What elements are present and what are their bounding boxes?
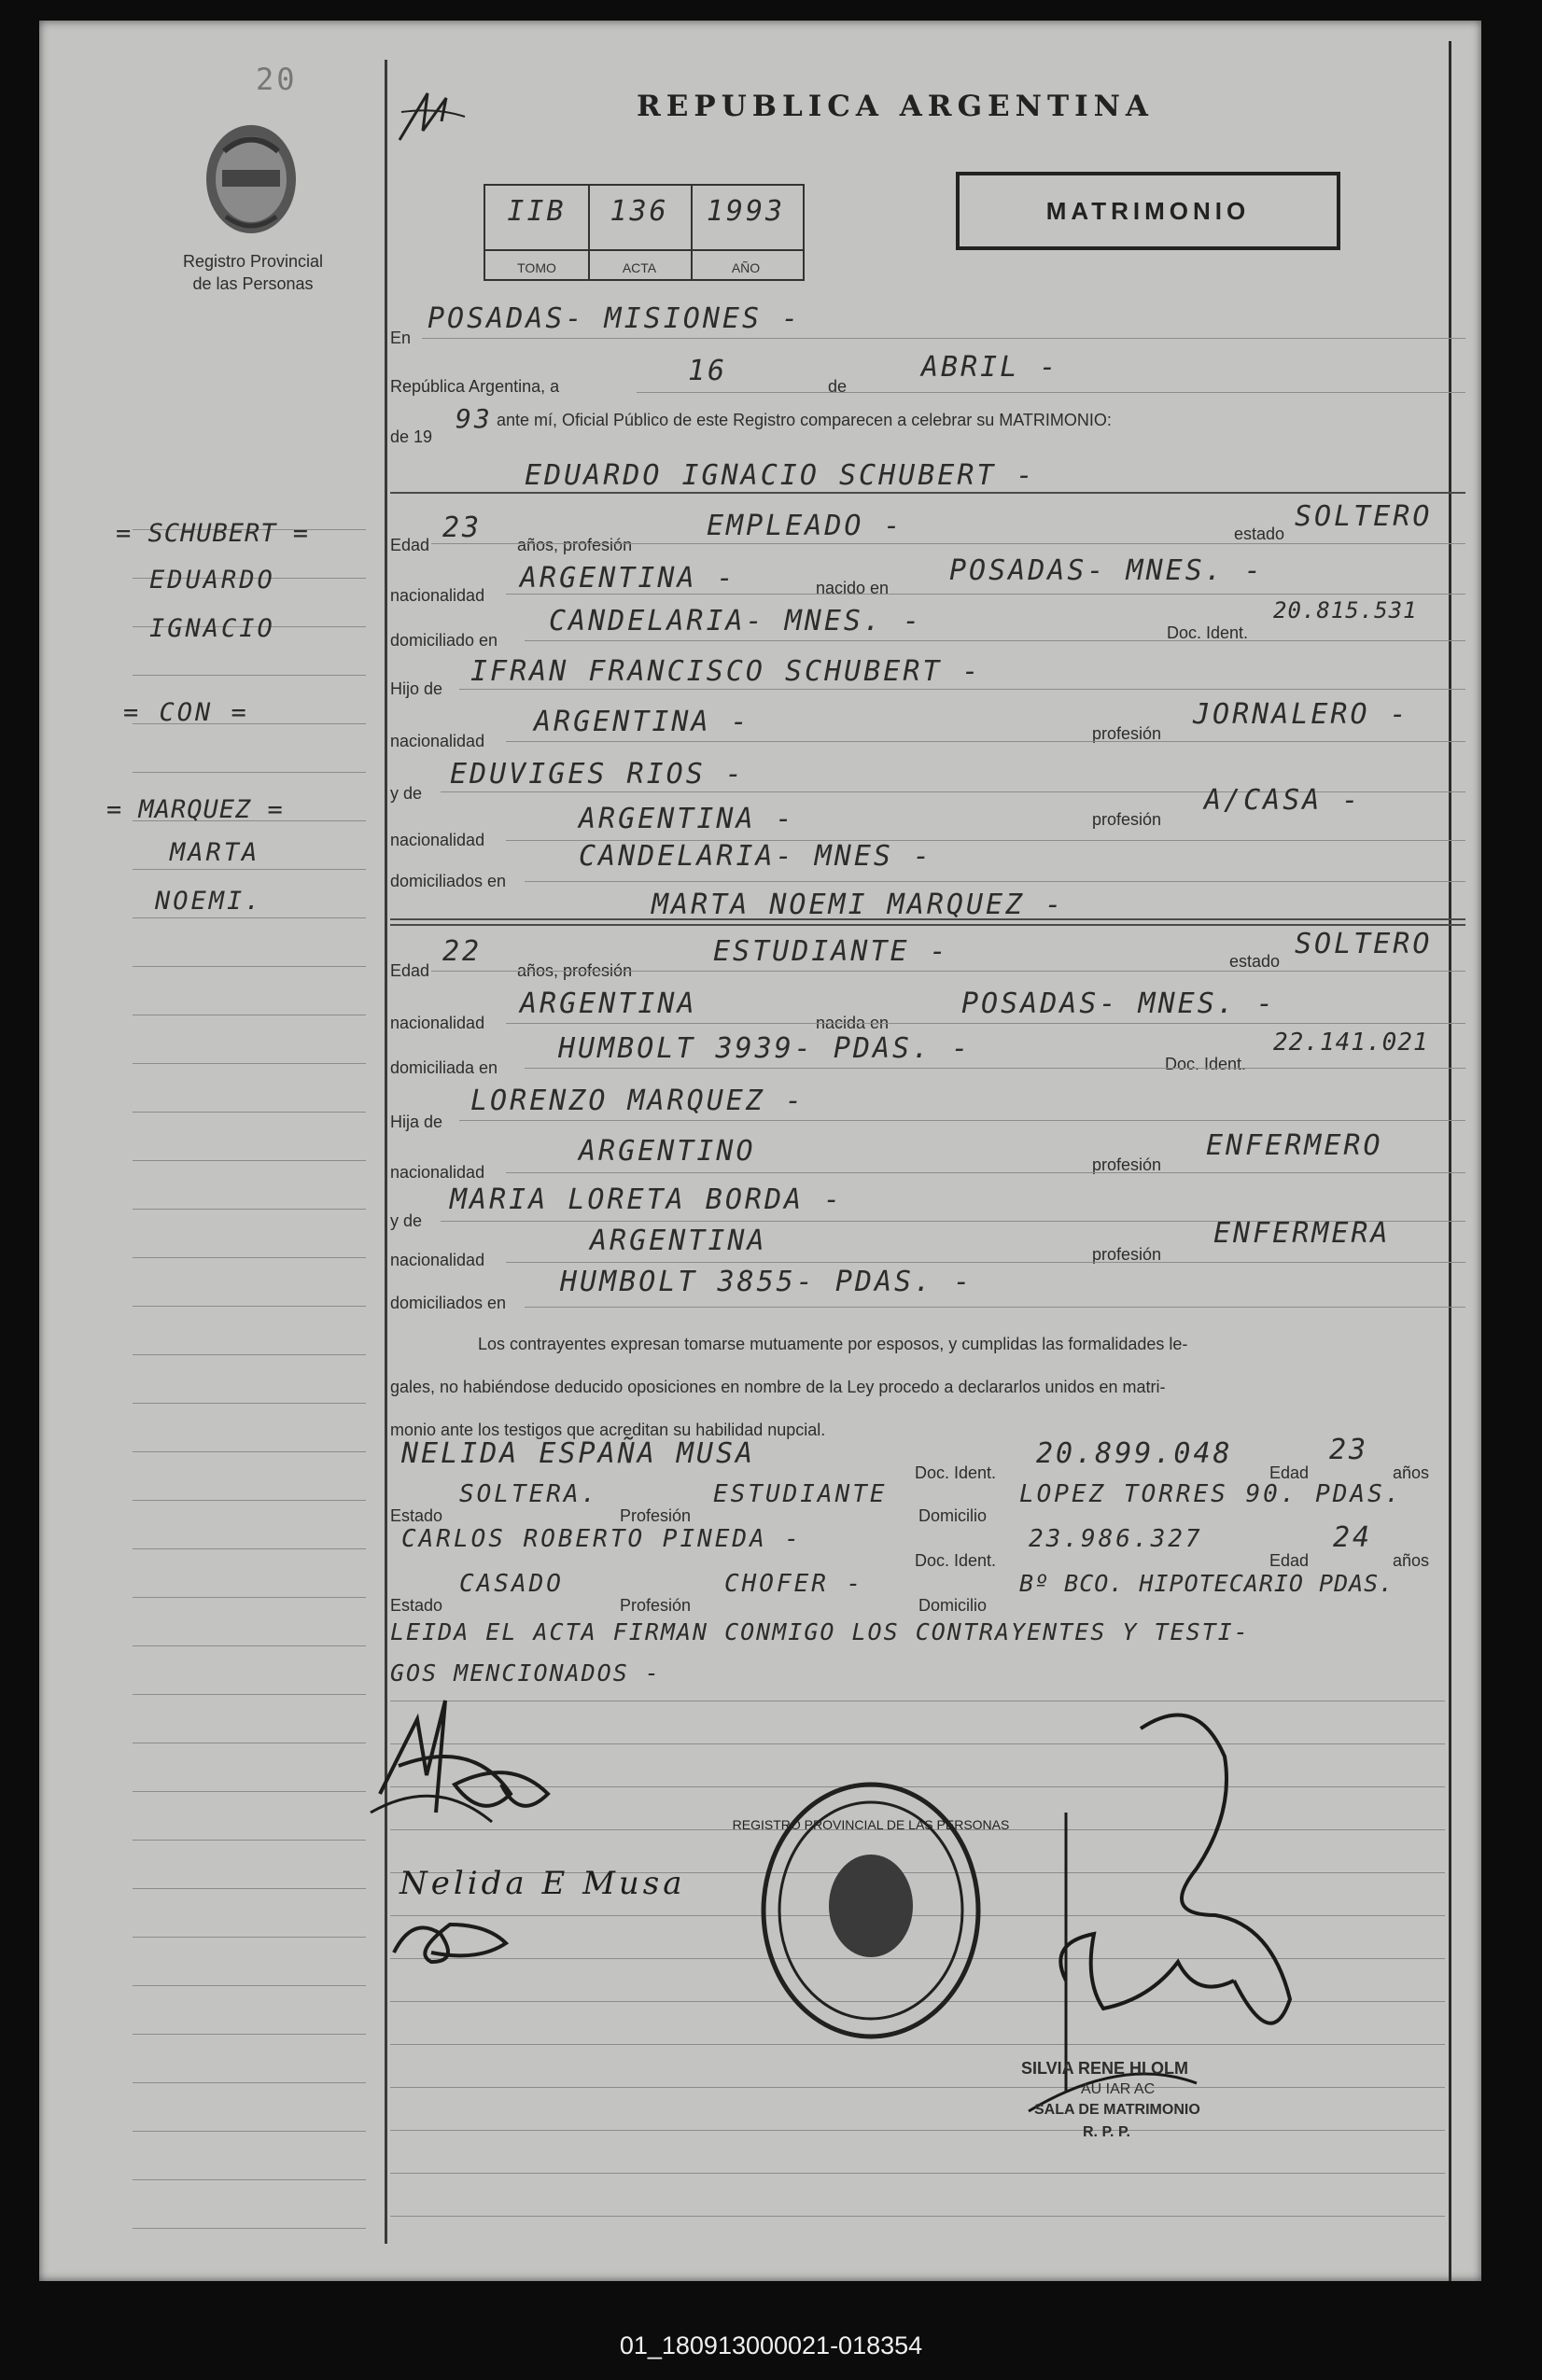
year-suffix: 93 — [456, 403, 493, 434]
officer-stamp-line1: SILVIA RENE HI OLM — [1021, 2059, 1189, 2078]
bride-nac-label: nacionalidad — [390, 1014, 485, 1032]
margin-ruled-line — [133, 1451, 366, 1452]
doc-ident-label: Doc. Ident. — [1167, 623, 1249, 642]
registry-name-line1: Registro Provincial — [182, 252, 324, 271]
officer-stamp-line4: R. P. P. — [1083, 2124, 1130, 2140]
tomo-label: TOMO — [517, 260, 556, 275]
bride-mother-prof: ENFERMERA — [1213, 1217, 1391, 1250]
domiciliados-en-label: domiciliados en — [390, 872, 507, 890]
republica-label: República Argentina, a — [390, 377, 560, 396]
bride-profession: ESTUDIANTE - — [713, 935, 949, 968]
officer-stamp-line2: AU IAR AC — [1081, 2081, 1156, 2097]
groom-mother: EDUVIGES RIOS - — [450, 758, 745, 791]
bride-doc: 22.141.021 — [1273, 1029, 1429, 1057]
edad-label: Edad — [390, 536, 430, 554]
day-value: 16 — [688, 355, 728, 387]
bride-father-prof: ENFERMERO — [1206, 1129, 1383, 1162]
coat-of-arms-icon — [198, 119, 305, 240]
margin-ruled-line — [133, 1257, 366, 1258]
nacida-en-label: nacida en — [816, 1014, 890, 1032]
groom-status: SOLTERO — [1295, 500, 1433, 533]
estado-label: estado — [1234, 525, 1285, 543]
witness1-status: SOLTERA. — [459, 1480, 599, 1508]
witness1-doc: 20.899.048 — [1036, 1437, 1233, 1470]
margin-ruled-line — [133, 1937, 366, 1938]
mother-nat-label: nacionalidad — [390, 831, 485, 849]
domiciliada-en-label: domiciliada en — [390, 1058, 498, 1077]
margin-ruled-line — [133, 1597, 366, 1598]
acta-value: 136 — [610, 195, 669, 228]
hija-de-label: Hija de — [390, 1113, 443, 1131]
bride-father: LORENZO MARQUEZ - — [470, 1085, 806, 1117]
groom-born: POSADAS- MNES. - — [949, 554, 1264, 587]
document-page — [39, 21, 1481, 2281]
nacido-en-label: nacido en — [816, 579, 890, 597]
margin-con: = CON = — [123, 698, 249, 727]
right-border — [1449, 41, 1451, 2281]
witness1-anos-label: años — [1393, 1463, 1430, 1482]
margin-ruled-line — [133, 1063, 366, 1064]
witness2-doc-label: Doc. Ident. — [915, 1551, 997, 1570]
nacionalidad-label: nacionalidad — [390, 586, 485, 605]
margin-ruled-line — [133, 1306, 366, 1307]
witness2-status: CASADO — [459, 1570, 564, 1598]
mother-prof-label: profesión — [1092, 810, 1162, 829]
margin-ruled-line — [133, 2034, 366, 2035]
margin-ruled-line — [133, 2179, 366, 2180]
witness2-profession: CHOFER - — [724, 1570, 864, 1598]
bride-mother-nat-label: nacionalidad — [390, 1251, 485, 1269]
bride-y-de-label: y de — [390, 1211, 423, 1230]
witness2-address: Bº BCO. HIPOTECARIO PDAS. — [1019, 1570, 1395, 1597]
legal-text-line2: gales, no habiéndose deducido oposiciones en nombre de la Ley procedo a declararlos unidos en matri- — [390, 1378, 1166, 1396]
margin-middle1: IGNACIO — [149, 614, 275, 643]
margin-ruled-line — [133, 1791, 366, 1792]
margin-ruled-line — [133, 869, 366, 870]
witness2-edad-label: Edad — [1269, 1551, 1310, 1570]
margin-ruled-line — [133, 1694, 366, 1695]
groom-mother-nat: ARGENTINA - — [579, 803, 795, 835]
witness1-name: NELIDA ESPAÑA MUSA — [401, 1437, 756, 1470]
margin-ruled-line — [133, 1548, 366, 1549]
margin-ruled-line — [133, 2131, 366, 2132]
hijo-de-label: Hijo de — [390, 679, 443, 698]
groom-age: 23 — [442, 511, 483, 544]
margin-ruled-line — [133, 1403, 366, 1404]
svg-text:REGISTRO PROVINCIAL DE LAS PER: REGISTRO PROVINCIAL DE LAS PERSONAS — [732, 1817, 1010, 1832]
groom-name: EDUARDO IGNACIO SCHUBERT - — [525, 459, 1036, 492]
bride-address: HUMBOLT 3939- PDAS. - — [558, 1032, 972, 1065]
margin-ruled-line — [133, 772, 366, 773]
margin-ruled-line — [133, 2082, 366, 2083]
bride-status: SOLTERO — [1295, 928, 1433, 960]
bride-born: POSADAS- MNES. - — [961, 987, 1276, 1020]
margin-first2: MARTA — [170, 838, 260, 867]
witness1-doc-label: Doc. Ident. — [915, 1463, 997, 1482]
witness1-profession: ESTUDIANTE — [713, 1480, 888, 1508]
witness2-anos-label: años — [1393, 1551, 1430, 1570]
acta-label: ACTA — [622, 260, 657, 275]
signature-bride-icon — [375, 1897, 562, 1981]
margin-ruled-line — [133, 966, 366, 967]
father-prof-label: profesión — [1092, 724, 1162, 743]
margin-ruled-line — [133, 1888, 366, 1889]
doc-type-label: MATRIMONIO — [1045, 197, 1251, 225]
ante-text: ante mí, Oficial Público de este Registro comparecen a celebrar su MATRIMONIO: — [497, 411, 1112, 429]
bride-age: 22 — [442, 935, 483, 968]
bride-father-nat: ARGENTINO — [579, 1135, 756, 1168]
place-value: POSADAS- MISIONES - — [428, 302, 802, 335]
groom-address: CANDELARIA- MNES. - — [549, 605, 923, 637]
margin-ruled-line — [133, 675, 366, 676]
witness1-edad-label: Edad — [1269, 1463, 1310, 1482]
legal-text-line3: monio ante los testigos que acreditan su habilidad nupcial. — [390, 1421, 826, 1439]
witness1-domicilio-label: Domicilio — [918, 1506, 988, 1525]
tomo-value: IIB — [507, 195, 567, 228]
domiciliado-en-label: domiciliado en — [390, 631, 498, 650]
initials-mark-icon — [390, 75, 474, 159]
main-ruled-line — [390, 2130, 1445, 2131]
groom-nationality: ARGENTINA - — [520, 562, 736, 595]
bride-estado-label: estado — [1229, 952, 1281, 971]
groom-profession: EMPLEADO - — [707, 510, 904, 542]
margin-ruled-line — [133, 2228, 366, 2229]
bride-anos-profesion-label: años, profesión — [517, 961, 633, 980]
margin-surname1: = SCHUBERT = — [116, 519, 310, 548]
anos-profesion-label: años, profesión — [517, 536, 633, 554]
margin-ruled-line — [133, 1985, 366, 1986]
witness2-estado-label: Estado — [390, 1596, 443, 1615]
bride-mother: MARIA LORETA BORDA - — [450, 1183, 844, 1216]
en-label: En — [390, 329, 412, 347]
year-prefix: de 19 — [390, 427, 433, 446]
signature-witness: Nelida E Musa — [400, 1865, 686, 1902]
y-de-label: y de — [390, 784, 423, 803]
ano-label: AÑO — [731, 260, 761, 275]
closing-line1: LEIDA EL ACTA FIRMAN CONMIGO LOS CONTRAYENTES Y TESTI- — [390, 1618, 1250, 1645]
registry-name-line2: de las Personas — [192, 274, 314, 293]
page-number: 20 — [256, 62, 298, 97]
margin-ruled-line — [133, 917, 366, 918]
de-label: de — [828, 377, 848, 396]
bride-mother-prof-label: profesión — [1092, 1245, 1162, 1264]
groom-father: IFRAN FRANCISCO SCHUBERT - — [470, 655, 982, 688]
witness1-estado-label: Estado — [390, 1506, 443, 1525]
witness2-name: CARLOS ROBERTO PINEDA - — [401, 1525, 803, 1553]
main-ruled-line — [390, 2216, 1445, 2217]
official-seal-icon — [732, 1775, 1010, 2046]
margin-ruled-line — [133, 1840, 366, 1841]
legal-text-line1: Los contrayentes expresan tomarse mutuamente por esposos, y cumplidas las formalidades le- — [478, 1335, 1188, 1353]
groom-parents-address: CANDELARIA- MNES - — [579, 840, 933, 873]
margin-ruled-line — [133, 1645, 366, 1646]
bride-nationality: ARGENTINA — [520, 987, 697, 1020]
father-nat-label: nacionalidad — [390, 732, 485, 750]
bride-mother-nat: ARGENTINA — [590, 1225, 767, 1257]
witness1-age: 23 — [1329, 1434, 1369, 1466]
margin-middle2: NOEMI. — [155, 887, 263, 916]
signature-groom-icon — [361, 1682, 604, 1850]
month-value: ABRIL - — [921, 351, 1059, 384]
margin-ruled-line — [133, 1209, 366, 1210]
doc-type-box — [956, 172, 1340, 250]
witness2-domicilio-label: Domicilio — [918, 1596, 988, 1615]
bride-father-prof-label: profesión — [1092, 1155, 1162, 1174]
margin-ruled-line — [133, 1500, 366, 1501]
margin-ruled-line — [133, 1354, 366, 1355]
main-ruled-line — [390, 2173, 1445, 2174]
bride-edad-label: Edad — [390, 961, 430, 980]
bride-doc-label: Doc. Ident. — [1165, 1055, 1247, 1073]
groom-father-prof: JORNALERO - — [1193, 698, 1409, 731]
closing-line2: GOS MENCIONADOS - — [390, 1659, 661, 1687]
ano-value: 1993 — [706, 195, 786, 228]
witness1-address: LOPEZ TORRES 90. PDAS. — [1019, 1480, 1403, 1508]
groom-mother-prof: A/CASA - — [1204, 784, 1362, 817]
officer-stamp-line3: SALA DE MATRIMONIO — [1034, 2102, 1200, 2118]
margin-surname2: = MARQUEZ = — [106, 795, 284, 824]
bride-parents-address: HUMBOLT 3855- PDAS. - — [560, 1266, 974, 1298]
witness1-profesion-label: Profesión — [620, 1506, 692, 1525]
margin-first1: EDUARDO — [149, 566, 275, 595]
file-caption: 01_180913000021-018354 — [619, 2331, 923, 2359]
margin-ruled-line — [133, 1112, 366, 1113]
bride-domiciliados-label: domiciliados en — [390, 1294, 507, 1312]
bride-name: MARTA NOEMI MARQUEZ - — [652, 889, 1065, 921]
bride-father-nat-label: nacionalidad — [390, 1163, 485, 1182]
groom-doc: 20.815.531 — [1273, 597, 1418, 623]
country-title: REPUBLICA ARGENTINA — [637, 90, 1154, 123]
margin-ruled-line — [133, 1160, 366, 1161]
groom-father-nat: ARGENTINA - — [534, 706, 750, 738]
witness2-profesion-label: Profesión — [620, 1596, 692, 1615]
record-number-box — [484, 184, 805, 281]
witness2-doc: 23.986.327 — [1029, 1525, 1203, 1553]
witness2-age: 24 — [1333, 1521, 1373, 1554]
